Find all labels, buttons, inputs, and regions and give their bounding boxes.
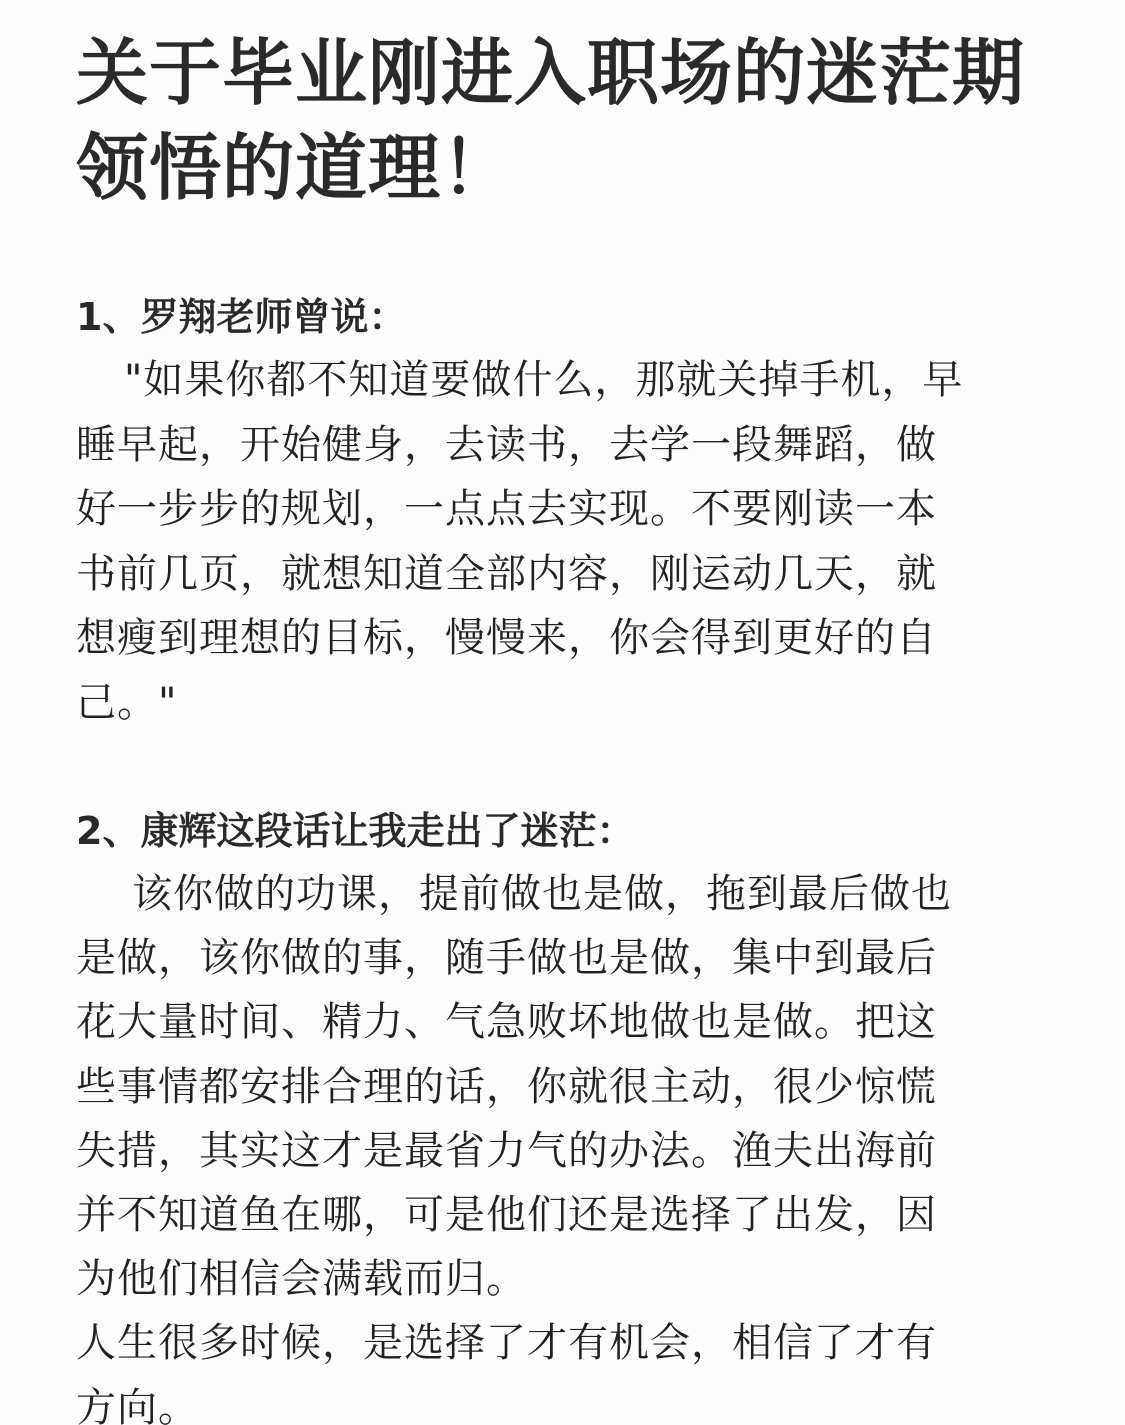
- paragraph-line: 失措，其实这才是最省力气的办法。渔夫出海前: [76, 1127, 937, 1174]
- page-title: [76, 26, 1076, 216]
- paragraph-line: 好一步步的规划，一点点去实现。不要刚读一本: [76, 486, 937, 532]
- title-line-1: 关于毕业刚进入职场的迷茫期: [76, 31, 1026, 115]
- title-line-2: 领悟的道理！: [76, 126, 515, 210]
- paragraph-line: 书前几页，就想知道全部内容，刚运动几天，就: [76, 550, 937, 597]
- paragraph-line: 想瘦到理想的目标，慢慢来，你会得到更好的自: [76, 615, 937, 661]
- paragraph-line: "如果你都不知道要做什么，那就关掉手机，早: [124, 357, 964, 403]
- paragraph-line: 花大量时间、精力、气急败坏地做也是做。把这: [76, 999, 937, 1046]
- paragraph-line: 方向。: [76, 1384, 199, 1425]
- paragraph-line: 些事情都安排合理的话，你就很主动，很少惊慌: [76, 1063, 937, 1110]
- paragraph-line: 为他们相信会满载而归。: [76, 1256, 527, 1303]
- paragraph-line: 己。": [76, 679, 178, 726]
- paragraph-line: 是做，该你做的事，随手做也是做，集中到最后: [76, 935, 937, 982]
- paragraph-line: 并不知道鱼在哪，可是他们还是选择了出发，因: [76, 1191, 937, 1238]
- paragraph-line: 人生很多时候，是选择了才有机会，相信了才有: [76, 1320, 937, 1367]
- section-heading: 1、罗翔老师曾说：: [76, 295, 407, 339]
- section-kanghui-quote: [76, 800, 1066, 1425]
- section-heading: 2、康辉这段话让我走出了迷茫：: [76, 809, 635, 853]
- paragraph-line: 睡早起，开始健身，去读书，去学一段舞蹈，做: [76, 421, 937, 468]
- section-luoxiang-quote: [76, 286, 1066, 735]
- paragraph-line: 该你做的功课，提前做也是做，拖到最后做也: [132, 871, 952, 917]
